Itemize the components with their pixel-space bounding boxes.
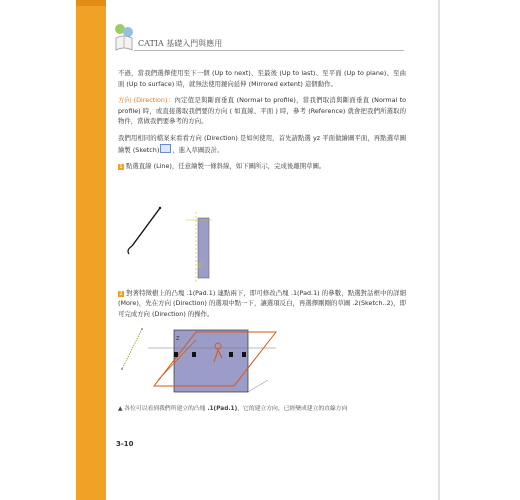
sketch-intro-text: 我們用相同的檔案來看看方向 (Direction) 是如何使用，首先請點選 yz 平面做繪圖平面，再點選草圖繪製 (Sketch) [118, 133, 406, 154]
chapter-color-bar-cap [76, 0, 106, 6]
figure-caption [118, 403, 408, 412]
book-logo-icon [112, 22, 136, 52]
caption-bold: .1(Pad.1) [207, 406, 238, 412]
direction-heading: 方向 (Direction)： [118, 96, 175, 105]
paragraph-sketch-intro [118, 133, 406, 155]
fig4-label-z: Z [176, 336, 180, 342]
sketch-small-line-figure [118, 325, 148, 375]
step-1-badge: 1 [119, 164, 123, 171]
sketch-diagonal-line-figure [124, 206, 164, 256]
paragraph-up-to-options: 不過，當我們選擇使用至下一個 (Up to next)、至最後 (Up to last)、至平面 (Up to plane)、至曲面 (Up to surface) 時，就無法使用鏡向延伸 (Mirrored extent) 這個動作。 [118, 69, 406, 88]
chapter-color-bar [76, 0, 106, 500]
direction-text: 內定值是與斷面垂直 (Normal to profile)，當我們取消與斷面垂直 (Normal to profile) 時，或直接選取我們要的方向 ( 如直線、平面 ) 時，參考 (Reference) 就會把我們所選取的物件，當做我們要參考的方向。 [118, 96, 406, 126]
pad-direction-result-figure [148, 328, 278, 398]
page-header-title: CATIA 基礎入門與應用 [138, 39, 223, 48]
caption-prefix: ▲ 各位可以看到我們所建立的凸塊 [118, 406, 208, 412]
step-2-text: 對著特徵樹上的凸塊 .1(Pad.1) 連點兩下，即可修改凸塊 .1(Pad.1) 的參數，點選對話框中的詳細 (More)，先在方向 (Direction) 的選項中點一下，讓選項反白，再選擇剛剛的草圖 .2(Sketch..2)，即可完成方向 (Direction) 的操作。 [118, 288, 406, 318]
step-1-text: 點選直線 (Line)，任意繪製一條斜線，如下圖所示，完成後離開草圖。 [126, 162, 326, 171]
pad-side-view-figure [176, 212, 216, 282]
header-rule [134, 50, 404, 51]
paragraph-direction [118, 95, 406, 127]
page-content [118, 68, 406, 326]
sketch-icon [160, 144, 171, 153]
step-2-badge: 2 [119, 290, 123, 297]
page-number: 3-10 [116, 440, 134, 448]
step-2 [118, 288, 406, 320]
sketch-intro-tail: ，進入草圖設計。 [172, 145, 224, 154]
caption-suffix: ，它的建立方向，已經變成建立的直線方向 [237, 406, 348, 412]
step-1 [118, 161, 406, 172]
page-edge [438, 0, 440, 500]
